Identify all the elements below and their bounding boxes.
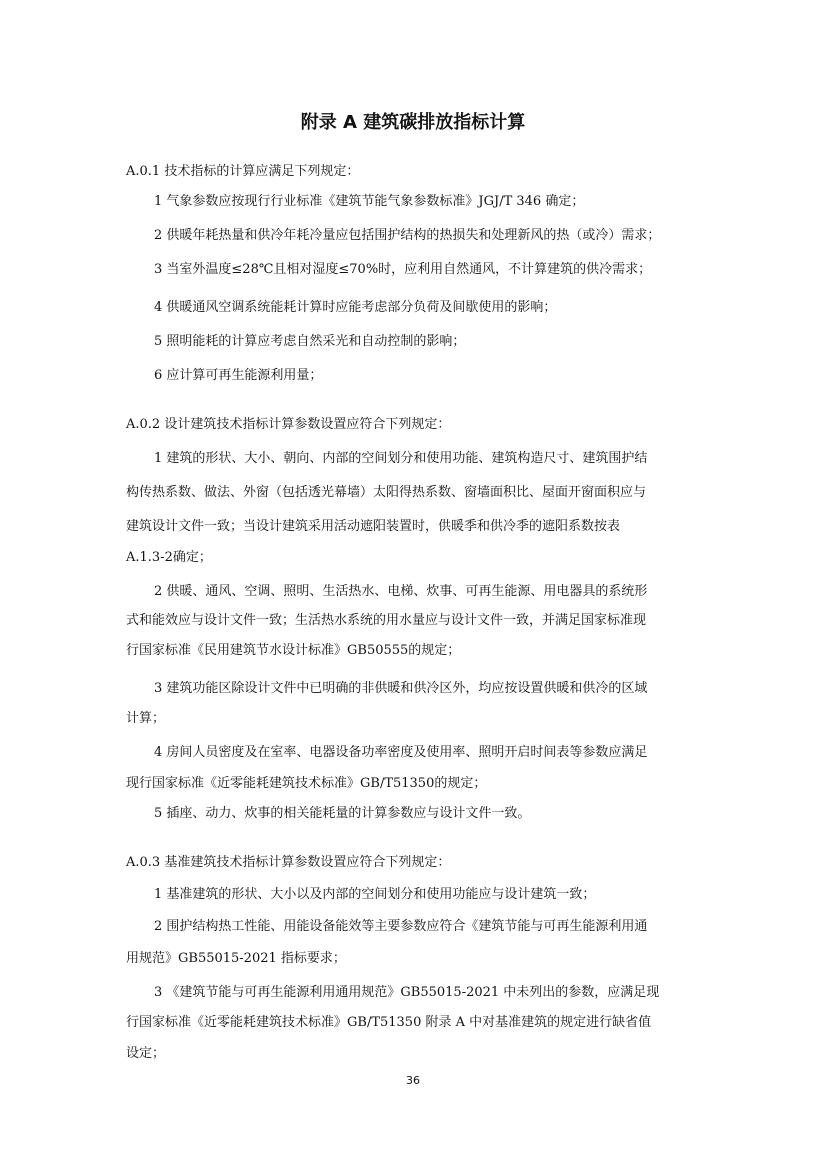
clause-line: 5 插座、动力、炊事的相关能耗量的计算参数应与设计文件一致。 xyxy=(154,806,531,821)
clause-line: 2 供暖、通风、空调、照明、生活热水、电梯、炊事、可再生能源、用电器具的系统形 xyxy=(154,584,648,599)
clause-line: 4 房间人员密度及在室率、电器设备功率密度及使用率、照明开启时间表等参数应满足 xyxy=(154,745,648,760)
clause-line: 1 基准建筑的形状、大小以及内部的空间划分和使用功能应与设计建筑一致； xyxy=(154,887,596,902)
clause-line: 行国家标准《民用建筑节水设计标准》GB50555的规定； xyxy=(126,643,461,658)
clause-line: 用规范》GB55015-2021 指标要求； xyxy=(126,951,346,966)
clause-line: 3 建筑功能区除设计文件中已明确的非供暖和供冷区外，均应按设置供暖和供冷的区域 xyxy=(154,681,648,696)
clause-line: 5 照明能耗的计算应考虑自然采光和自动控制的影响； xyxy=(154,334,466,349)
clause-line: 2 供暖年耗热量和供冷年耗冷量应包括围护结构的热损失和处理新风的热（或冷）需求； xyxy=(154,228,661,243)
clause-line: 行国家标准《近零能耗建筑技术标准》GB/T51350 附录 A 中对基准建筑的规定进行缺省值 xyxy=(126,1015,652,1030)
section-heading: A.0.1 技术指标的计算应满足下列规定： xyxy=(126,164,360,179)
clause-line: 1 气象参数应按现行行业标准《建筑节能气象参数标准》JGJ/T 346 确定； xyxy=(154,194,585,209)
clause-line: 2 围护结构热工性能、用能设备能效等主要参数应符合《建筑节能与可再生能源利用通 xyxy=(154,919,648,934)
clause-line: 构传热系数、做法、外窗（包括透光幕墙）太阳得热系数、窗墙面积比、屋面开窗面积应与 xyxy=(126,485,647,500)
clause-line: 建筑设计文件一致；当设计建筑采用活动遮阳装置时，供暖季和供冷季的遮阳系数按表 xyxy=(126,519,621,534)
clause-line: 4 供暖通风空调系统能耗计算时应能考虑部分负荷及间歇使用的影响； xyxy=(154,300,557,315)
clause-line: 计算； xyxy=(126,711,166,726)
clause-line: 现行国家标准《近零能耗建筑技术标准》GB/T51350的规定； xyxy=(126,776,487,791)
clause-line: 1 建筑的形状、大小、朝向、内部的空间划分和使用功能、建筑构造尺寸、建筑围护结 xyxy=(154,451,648,466)
clause-line: 3 当室外温度≤28℃且相对湿度≤70%时，应利用自然通风，不计算建筑的供冷需求； xyxy=(154,262,652,277)
section-heading: A.0.2 设计建筑技术指标计算参数设置应符合下列规定： xyxy=(126,417,451,432)
clause-line: 式和能效应与设计文件一致；生活热水系统的用水量应与设计文件一致，并满足国家标准现 xyxy=(126,613,647,628)
clause-line: 3 《建筑节能与可再生能源利用通用规范》GB55015-2021 中未列出的参数，应满足现 xyxy=(154,985,660,1000)
page-title: 附录 A 建筑碳排放指标计算 xyxy=(300,112,526,133)
clause-line: 设定； xyxy=(126,1046,166,1061)
clause-line: A.1.3-2确定； xyxy=(126,550,212,565)
section-heading: A.0.3 基准建筑技术指标计算参数设置应符合下列规定： xyxy=(126,855,451,870)
page-number: 36 xyxy=(406,1074,420,1087)
clause-line: 6 应计算可再生能源利用量； xyxy=(154,368,323,383)
